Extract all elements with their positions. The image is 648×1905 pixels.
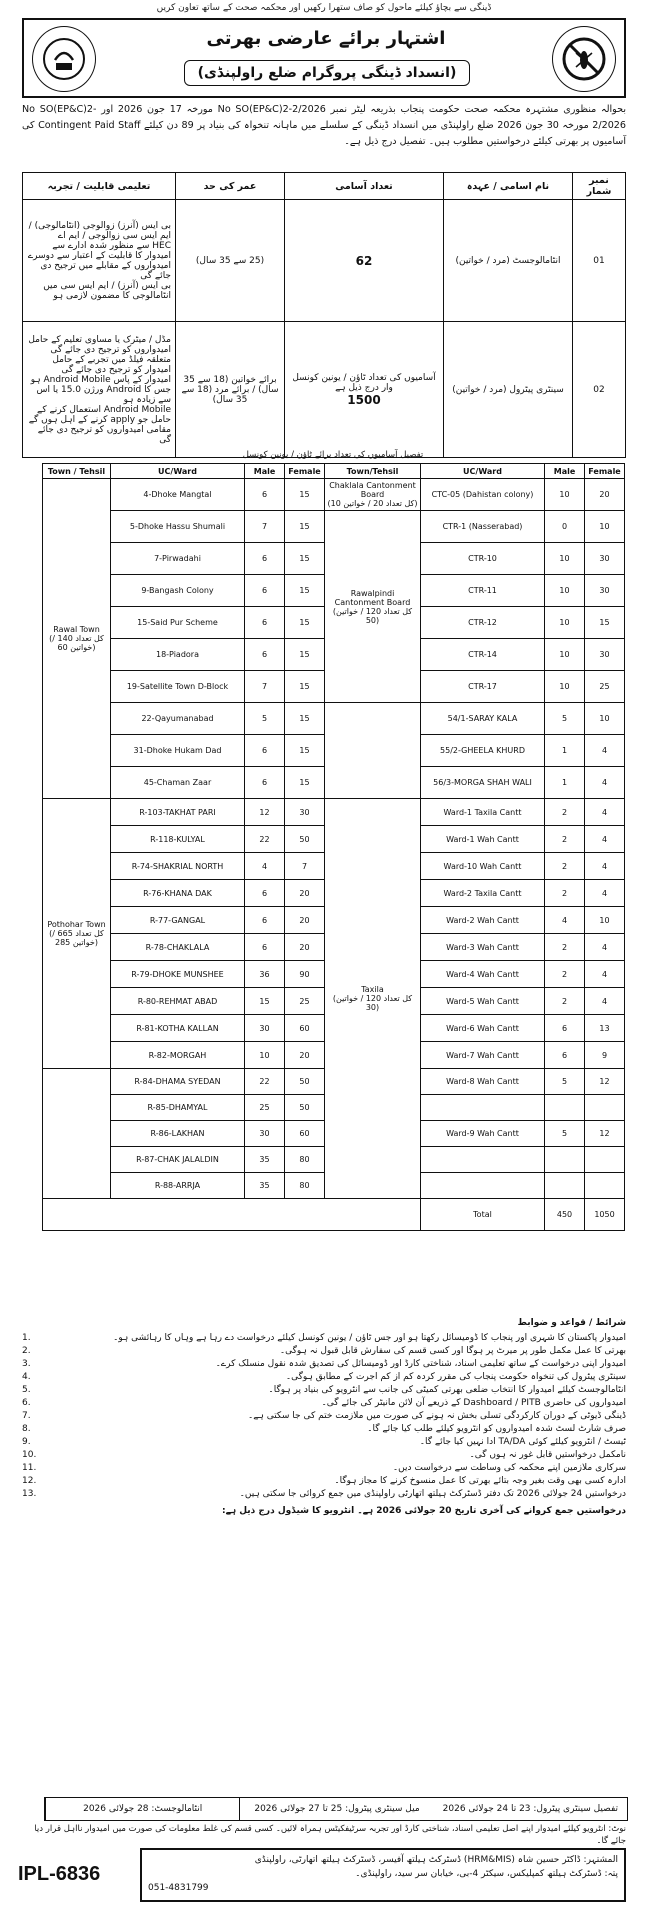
uc-cell: Ward-8 Wah Cantt [421,1069,545,1095]
male-cell: 6 [245,880,285,907]
condition-number: 2. [22,1346,31,1356]
uc-cell: 22-Qayumanabad [111,703,245,735]
intro-paragraph: بحوالہ منظوری مشتہرہ محکمہ صحت حکومت پنجاب بذریعہ لیٹر نمبر No SO(EP&C)2-2/2026 مورخہ 17 جون 2026 اور No SO(EP&C)2-2/2026 مورخہ 30 جون 2026 ضلع راولپنڈی میں انسداد ڈینگی کے سلسلے میں ماہانہ تنخواہ کی بنیاد پر 89 دن کیلئے Contingent Paid Staff کی آسامیوں پر بھرتی کیلئے درخواستیں مطلوب ہیں۔ تفصیل درج ذیل ہے۔ [22,104,627,147]
town-cell-right [325,703,421,799]
female-cell: 15 [285,607,325,639]
male-cell: 6 [245,767,285,799]
condition-number: 3. [22,1359,31,1369]
condition-item [22,1410,626,1423]
town-name: Chaklala Cantonment Board [329,481,416,499]
uc-cell: Ward-4 Wah Cantt [421,961,545,988]
female-cell: 12 [585,1121,625,1147]
phone-number: 051-4831799 [148,1883,209,1893]
uc-cell: R-87-CHAK JALALDIN [111,1147,245,1173]
female-cell: 10 [585,511,625,543]
uc-cell [421,1095,545,1121]
uc-cell: R-86-LAKHAN [111,1121,245,1147]
female-cell: 25 [285,988,325,1015]
female-cell: 15 [285,511,325,543]
female-cell: 15 [285,543,325,575]
total-female: 1050 [585,1199,625,1231]
condition-text: امیدوار پاکستان کا شہری اور پنجاب کا ڈومیسائل رکھتا ہو اور جس ٹاؤن / یونین کونسل کیلئے درخواست دے رہا ہے وہاں کا رہائشی ہو۔ [113,1333,626,1343]
uc-cell: R-84-DHAMA SYEDAN [111,1069,245,1095]
male-cell: 30 [245,1015,285,1042]
male-cell: 12 [245,799,285,826]
female-cell [585,1173,625,1199]
qualification-item: مقامی امیدواروں کو ترجیح دی جائے گی [37,424,171,445]
note-text: نوٹ: انٹرویو کیلئے امیدوار اپنے اصل تعلیمی اسناد، شناختی کارڈ اور تجربہ سرٹیفکیٹس ہمراہ لائیں۔ کسی قسم کی غلط معلومات کی صورت میں امیدوار نااہل قرار دیا جائے گا۔ [34,1824,626,1846]
uc-cell: 31-Dhoke Hukam Dad [111,735,245,767]
uc-cell: 18-Piadora [111,639,245,671]
uc-cell: R-103-TAKHAT PARI [111,799,245,826]
female-cell: 20 [285,907,325,934]
male-cell [545,1147,585,1173]
female-cell: 50 [285,1095,325,1121]
total-row [43,1199,625,1231]
uc-cell: R-77-GANGAL [111,907,245,934]
male-cell [545,1173,585,1199]
towns-body [43,479,625,1231]
male-cell: 4 [245,853,285,880]
condition-number: 7. [22,1411,31,1421]
town-cell-right [325,511,421,703]
schedule-text: درخواستیں جمع کروانے کی آخری تاریخ 20 جولائی 2026 ہے۔ انٹرویو کا شیڈول درج ذیل ہے: [221,1506,626,1516]
total-spacer [43,1199,421,1231]
post-cell: انٹامالوجسٹ (مرد / خواتین) [444,200,573,322]
female-cell: 20 [585,479,625,511]
uc-cell: 56/3-MORGA SHAH WALI [421,767,545,799]
female-cell: 4 [585,880,625,907]
conditions-section [22,1317,626,1518]
condition-text: درخواستیں 24 جولائی 2026 تک دفتر ڈسٹرکٹ ہیلتھ اتھارٹی راولپنڈی میں جمع کروائی جا سکتی ہیں۔ [239,1489,626,1499]
male-cell: 5 [545,1121,585,1147]
qualification-item: مڈل / میٹرک یا مساوی تعلیم کے حامل امیدواروں کو ترجیح دی جائے گی [28,334,171,355]
female-cell: 25 [585,671,625,703]
female-cell: 90 [285,961,325,988]
town-name: Rawal Town [53,625,100,634]
male-cell: 7 [245,511,285,543]
schedule-box: انٹامالوجسٹ: 28 جولائی 2026 [45,1798,239,1820]
town-cell-right [325,799,421,1199]
condition-number: 10. [22,1450,37,1460]
male-cell: 2 [545,934,585,961]
condition-item [22,1358,626,1371]
uc-cell: 54/1-SARAY KALA [421,703,545,735]
condition-text: ڈینگی ڈیوٹی کے دوران کارکردگی تسلی بخش نہ ہونے کی صورت میں ملازمت ختم کی جا سکتی ہے۔ [248,1411,626,1421]
uc-cell: 15-Said Pur Scheme [111,607,245,639]
male-cell: 7 [245,671,285,703]
posts-table [22,172,626,458]
uc-cell: 55/2-GHEELA KHURD [421,735,545,767]
header-qualification: تعلیمی قابلیت / تجربہ [23,173,176,200]
uc-cell: R-85-DHAMYAL [111,1095,245,1121]
uc-cell: R-81-KOTHA KALLAN [111,1015,245,1042]
male-cell: 2 [545,853,585,880]
male-cell: 22 [245,826,285,853]
female-cell: 80 [285,1147,325,1173]
condition-number: 12. [22,1476,37,1486]
male-cell: 2 [545,961,585,988]
female-cell: 9 [585,1042,625,1069]
condition-item [22,1449,626,1462]
uc-cell: R-118-KULYAL [111,826,245,853]
male-cell: 10 [545,479,585,511]
male-cell: 1 [545,767,585,799]
female-cell: 10 [585,703,625,735]
condition-number: 4. [22,1372,31,1382]
female-cell: 4 [585,799,625,826]
header-female-right: Female [585,464,625,479]
male-cell: 0 [545,511,585,543]
town-name: Taxila [361,985,384,994]
male-cell: 35 [245,1147,285,1173]
age-cell: (25 سے 35 سال) [176,200,285,322]
condition-text: سرکاری ملازمین اپنے محکمہ کی وساطت سے درخواست دیں۔ [392,1463,626,1473]
condition-number: 6. [22,1398,31,1408]
town-cell-left [43,1069,111,1199]
male-cell: 6 [545,1042,585,1069]
male-cell: 6 [245,575,285,607]
program-subtitle: (انسداد ڈینگی پروگرام ضلع راولپنڈی) [184,60,470,86]
condition-text: ادارہ کسی بھی وقت بغیر وجہ بتائے بھرتی کا عمل منسوخ کرنے کا مجاز ہوگا۔ [334,1476,626,1486]
male-cell: 6 [245,479,285,511]
town-name: Rawalpindi Cantonment Board [334,588,411,607]
male-cell: 6 [245,607,285,639]
advertiser-footer [140,1848,626,1902]
female-cell: 15 [285,479,325,511]
female-cell: 4 [585,767,625,799]
condition-text: سینٹری پیٹرول کی تنخواہ حکومت پنجاب کی مقرر کردہ کم از کم اجرت کے مطابق ہوگی۔ [285,1372,626,1382]
condition-text: ٹیسٹ / انٹرویو کیلئے کوئی TA/DA ادا نہیں کیا جائے گا۔ [419,1437,626,1447]
uc-cell: 9-Bangash Colony [111,575,245,607]
conditions-heading: شرائط / قواعد و ضوابط [517,1318,626,1328]
interview-schedule [44,1797,628,1821]
header-town-right: Town/Tehsil [325,464,421,479]
male-cell: 1 [545,735,585,767]
town-note: (کل تعداد 665 / خواتین 285) [49,929,104,947]
male-cell: 36 [245,961,285,988]
male-cell: 6 [245,639,285,671]
uc-cell: Ward-10 Wah Cantt [421,853,545,880]
condition-item [22,1475,626,1488]
male-cell: 22 [245,1069,285,1095]
header-uc-right: UC/Ward [421,464,545,479]
uc-cell: 45-Chaman Zaar [111,767,245,799]
uc-cell: R-74-SHAKRIAL NORTH [111,853,245,880]
condition-number: 13. [22,1489,37,1499]
posts-header-row [23,173,626,200]
condition-text: امیدوار اپنی درخواست کے ساتھ تعلیمی اسناد، شناختی کارڈ اور ڈومیسائل کی تصدیق شدہ نقول منسلک کرے۔ [215,1359,626,1369]
table-row [43,703,625,735]
male-cell: 2 [545,826,585,853]
count-value: 1500 [347,392,381,407]
uc-cell: R-76-KHANA DAK [111,880,245,907]
female-cell: 15 [285,671,325,703]
total-label: Total [421,1199,545,1231]
qualification-item: امیدوار کے پاس Android Mobile ہو جس کا Android ورژن 15.0 یا اس سے زیادہ ہو [30,374,171,405]
uc-cell: R-88-ARRJA [111,1173,245,1199]
male-cell: 2 [545,880,585,907]
uc-cell: CTR-12 [421,607,545,639]
uc-cell: R-79-DHOKE MUNSHEE [111,961,245,988]
uc-cell: CTR-10 [421,543,545,575]
table-row [23,200,626,322]
condition-item [22,1436,626,1449]
condition-number: 1. [22,1333,31,1343]
female-cell: 60 [285,1121,325,1147]
uc-cell: CTR-17 [421,671,545,703]
header-sr: نمبر شمار [573,173,626,200]
uc-cell: CTR-1 (Nasserabad) [421,511,545,543]
table-row [23,322,626,458]
header-post: نام اسامی / عہدہ [444,173,573,200]
qualification-cell [23,200,176,322]
condition-item [22,1462,626,1475]
condition-text: امیدواروں کی حاضری Dashboard / PITB کے ذریعے آن لائن مانیٹر کی جائے گی۔ [321,1398,626,1408]
female-cell: 15 [285,703,325,735]
town-cell-left [43,799,111,1069]
male-cell: 30 [245,1121,285,1147]
female-cell: 4 [585,961,625,988]
table-row [43,511,625,543]
female-cell [585,1095,625,1121]
male-cell: 6 [245,735,285,767]
male-cell: 10 [545,543,585,575]
towns-table [42,463,625,1231]
header-male-right: Male [545,464,585,479]
town-note: (کل تعداد 120 / خواتین 50) [332,606,413,625]
female-cell: 4 [585,735,625,767]
uc-cell: R-80-REHMAT ABAD [111,988,245,1015]
female-cell: 50 [285,826,325,853]
female-cell: 15 [285,767,325,799]
header-box [22,18,626,98]
uc-cell: CTC-05 (Dahistan colony) [421,479,545,511]
male-cell: 5 [545,703,585,735]
female-cell: 4 [585,988,625,1015]
condition-number: 8. [22,1424,31,1434]
female-cell: 30 [585,543,625,575]
condition-text: بھرتی کا عمل مکمل طور پر میرٹ پر ہوگا اور کسی قسم کی سفارش قابل قبول نہ ہوگی۔ [279,1346,626,1356]
uc-cell: Ward-1 Taxila Cantt [421,799,545,826]
female-cell: 15 [285,575,325,607]
uc-cell: Ward-2 Taxila Cantt [421,880,545,907]
male-cell: 10 [245,1042,285,1069]
qualification-item: Android Mobile استعمال کرنے کے حامل جو apply کرنے کے اہل ہوں گے [28,404,171,425]
header-female-left: Female [285,464,325,479]
female-cell: 10 [585,907,625,934]
female-cell [585,1147,625,1173]
condition-text: صرف شارٹ لسٹ شدہ امیدواروں کو انٹرویو کیلئے طلب کیا جائے گا۔ [367,1424,626,1434]
condition-item [22,1397,626,1410]
advertiser-line: المشتہر: ڈاکٹر حسین شاہ (HRM&MIS) ڈسٹرکٹ ہیلتھ آفیسر، ڈسٹرکٹ ہیلتھ اتھارٹی، راولپنڈی [254,1855,618,1865]
uc-cell: 7-Pirwadahi [111,543,245,575]
uc-cell [421,1173,545,1199]
female-cell: 15 [285,639,325,671]
header-male-left: Male [245,464,285,479]
count-cell [285,322,444,458]
uc-cell: 19-Satellite Town D-Block [111,671,245,703]
top-banner: ڈینگی سے بچاؤ کیلئے ماحول کو صاف ستھرا رکھیں اور محکمہ صحت کے ساتھ تعاون کریں [156,3,492,13]
female-cell: 15 [585,607,625,639]
male-cell: 5 [545,1069,585,1095]
female-cell: 20 [285,880,325,907]
post-cell: سینٹری پیٹرول (مرد / خواتین) [444,322,573,458]
condition-item [22,1332,626,1345]
table-row [43,479,625,511]
address-line: پتہ: ڈسٹرکٹ ہیلتھ کمپلیکس، سیکٹر 4-بی، خیابان سر سید، راولپنڈی۔ [355,1869,618,1879]
schedule-box: تفصیل سینٹری پیٹرول: 23 تا 24 جولائی 2026 [442,1804,619,1814]
header-town-left: Town / Tehsil [43,464,111,479]
total-male: 450 [545,1199,585,1231]
qualification-cell [23,322,176,458]
header-uc-left: UC/Ward [111,464,245,479]
male-cell: 2 [545,988,585,1015]
uc-cell: CTR-11 [421,575,545,607]
condition-text: انٹامالوجسٹ کیلئے امیدوار کا انتخاب ضلعی بھرتی کمیٹی کی جانب سے انٹرویو کی بنیاد پر ہوگا۔ [268,1385,626,1395]
sr-cell: 02 [573,322,626,458]
condition-item [22,1488,626,1501]
qualification-item: HEC سے منظور شدہ ادارے سے [52,240,171,251]
male-cell: 6 [245,907,285,934]
header-age: عمر کی حد [176,173,285,200]
male-cell: 4 [545,907,585,934]
male-cell: 2 [545,799,585,826]
male-cell: 6 [245,543,285,575]
table-row [43,799,625,826]
male-cell: 10 [545,607,585,639]
condition-item [22,1371,626,1384]
male-cell: 15 [245,988,285,1015]
qualification-item: امیدوار کا قابلیت کے اعتبار سے دوسرے امیدواروں کے مقابلے میں ترجیح دی جائے گی [27,250,171,281]
uc-cell: Ward-5 Wah Cantt [421,988,545,1015]
town-cell-right [325,479,421,511]
condition-number: 5. [22,1385,31,1395]
town-note: (کل تعداد 20 / خواتین 10) [327,499,418,508]
towns-header-row [43,464,625,479]
uc-cell: R-78-CHAKLALA [111,934,245,961]
town-note: (کل تعداد 120 / خواتین 30) [332,994,413,1012]
age-cell: برائے خواتین (18 سے 35 سال) / برائے مرد (18 سے 35 سال) [176,322,285,458]
female-cell: 30 [585,639,625,671]
town-note: (کل تعداد 140 / خواتین 60) [49,634,104,652]
ipl-number: IPL-6836 [18,1863,101,1885]
female-cell: 80 [285,1173,325,1199]
condition-text: نامکمل درخواستیں قابل غور نہ ہوں گی۔ [469,1450,626,1460]
conditions-list [22,1332,626,1501]
male-cell: 10 [545,639,585,671]
female-cell: 50 [285,1069,325,1095]
town-cell-left [43,479,111,799]
uc-cell: 5-Dhoke Hassu Shumali [111,511,245,543]
qualification-item: متعلقہ فیلڈ میں تجربے کے حامل امیدوار کو ترجیح دی جائے گی [52,354,171,375]
female-cell: 20 [285,934,325,961]
female-cell: 30 [285,799,325,826]
qualification-item: بی ایس (آنرز) زوالوجی (انٹامالوجی) / ایم ایس سی زوالوجی / ایم اے [28,220,171,241]
condition-item [22,1423,626,1436]
uc-cell [421,1147,545,1173]
schedule-box: میل سینٹری پیٹرول: 25 تا 27 جولائی 2026 [239,1798,433,1820]
male-cell: 35 [245,1173,285,1199]
male-cell: 10 [545,671,585,703]
count-cell: 62 [285,200,444,322]
uc-cell: Ward-9 Wah Cantt [421,1121,545,1147]
female-cell: 30 [585,575,625,607]
uc-cell: R-82-MORGAH [111,1042,245,1069]
female-cell: 60 [285,1015,325,1042]
male-cell: 6 [245,934,285,961]
qualification-item: بی ایس (آنرز) / ایم ایس سی میں انٹامالوجی کا مضمون لازمی ہو [43,280,171,301]
punjab-govt-seal-icon [32,26,96,92]
towns-caption: تفصیل آسامیوں کی تعداد برائے ٹاؤن / یونین کونسل [242,450,424,460]
uc-cell: Ward-6 Wah Cantt [421,1015,545,1042]
condition-item [22,1384,626,1397]
female-cell: 4 [585,934,625,961]
female-cell: 4 [585,853,625,880]
count-note: آسامیوں کی تعداد ٹاؤن / یونین کونسل وار درج ذیل ہے [292,372,436,393]
female-cell: 20 [285,1042,325,1069]
uc-cell: Ward-1 Wah Cantt [421,826,545,853]
sr-cell: 01 [573,200,626,322]
uc-cell: Ward-7 Wah Cantt [421,1042,545,1069]
female-cell: 13 [585,1015,625,1042]
uc-cell: 4-Dhoke Mangtal [111,479,245,511]
female-cell: 7 [285,853,325,880]
male-cell [545,1095,585,1121]
male-cell: 10 [545,575,585,607]
condition-number: 9. [22,1437,31,1447]
female-cell: 12 [585,1069,625,1095]
uc-cell: CTR-14 [421,639,545,671]
uc-cell: Ward-2 Wah Cantt [421,907,545,934]
female-cell: 15 [285,735,325,767]
uc-cell: Ward-3 Wah Cantt [421,934,545,961]
page-title: اشتہار برائے عارضی بھرتی [206,28,446,49]
condition-item [22,1345,626,1358]
town-name: Pothohar Town [47,920,106,929]
female-cell: 4 [585,826,625,853]
header-count: تعداد آسامی [285,173,444,200]
male-cell: 6 [545,1015,585,1042]
male-cell: 25 [245,1095,285,1121]
male-cell: 5 [245,703,285,735]
no-mosquito-icon [552,26,616,92]
condition-number: 11. [22,1463,37,1473]
